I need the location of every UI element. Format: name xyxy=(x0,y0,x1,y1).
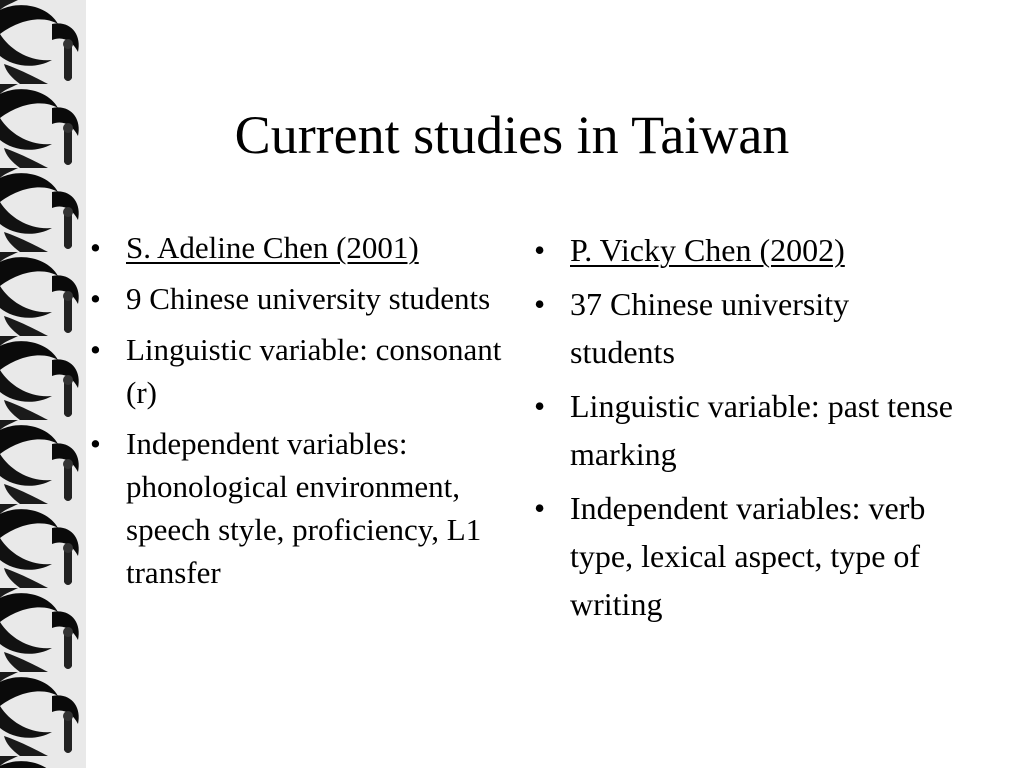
participants-text: 37 Chinese university students xyxy=(570,286,850,370)
list-item xyxy=(84,422,514,594)
bullet-icon: • xyxy=(90,281,101,316)
list-item xyxy=(528,226,958,274)
slide-title: Current studies in Taiwan xyxy=(234,105,790,165)
left-bullet-list xyxy=(84,226,514,602)
independent-variables-text: Independent variables: verb type, lexical aspect, type of writing xyxy=(570,490,926,622)
list-item xyxy=(528,280,958,376)
linguistic-variable-text: Linguistic variable: past tense marking xyxy=(570,388,953,472)
bullet-icon: • xyxy=(90,332,101,367)
list-item xyxy=(84,328,514,414)
participants-text: 9 Chinese university students xyxy=(126,281,491,316)
independent-variables-text: Independent variables: phonological environment, speech style, proficiency, L1 transfer xyxy=(126,426,482,590)
bullet-icon: • xyxy=(534,286,546,322)
study-author-link[interactable]: S. Adeline Chen (2001) xyxy=(126,230,419,265)
decorative-border-pattern-icon xyxy=(0,0,86,768)
list-item xyxy=(528,484,958,628)
study-author-link[interactable]: P. Vicky Chen (2002) xyxy=(570,232,845,268)
right-bullet-list xyxy=(528,226,958,634)
bullet-icon: • xyxy=(534,388,546,424)
bullet-icon: • xyxy=(534,490,546,526)
linguistic-variable-text: Linguistic variable: consonant (r) xyxy=(126,332,502,410)
bullet-icon: • xyxy=(90,426,101,461)
decorative-border-strip xyxy=(0,0,86,768)
list-item xyxy=(84,277,514,320)
bullet-icon: • xyxy=(90,230,101,265)
list-item xyxy=(528,382,958,478)
list-item xyxy=(84,226,514,269)
bullet-icon: • xyxy=(534,232,546,268)
